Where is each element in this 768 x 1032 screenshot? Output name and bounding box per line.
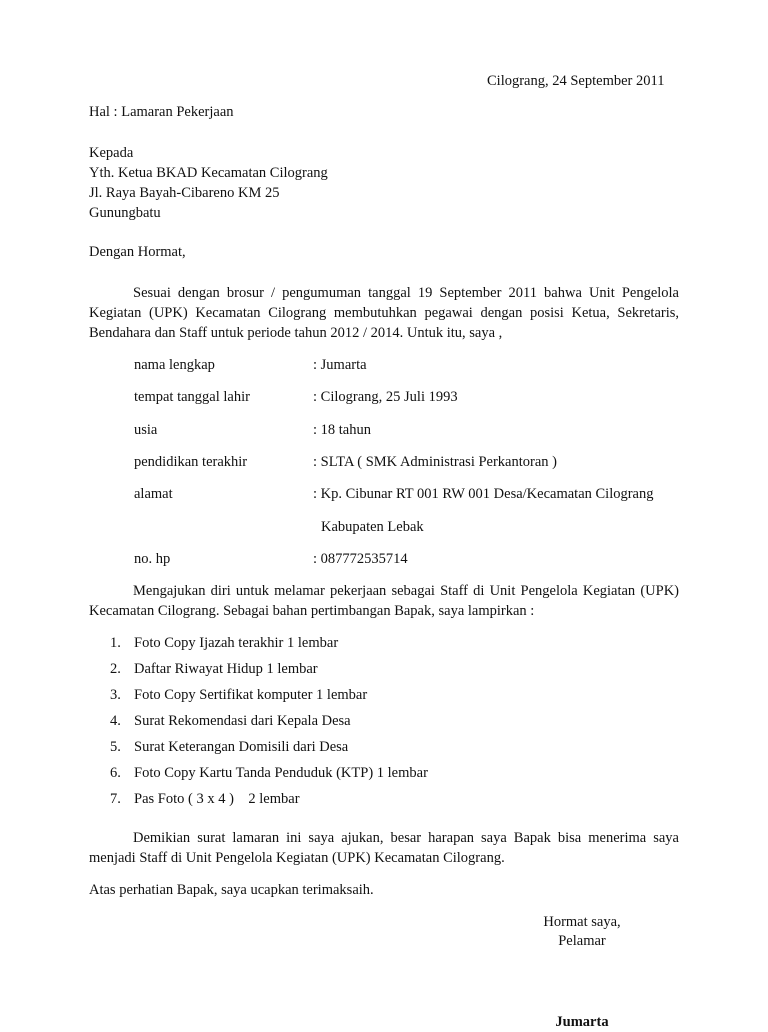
- list-item: Surat Keterangan Domisili dari Desa: [134, 739, 349, 755]
- detail-value: : SLTA ( SMK Administrasi Perkantoran ): [313, 454, 557, 470]
- detail-label: no. hp: [134, 551, 171, 567]
- list-item: Surat Rekomendasi dari Kepala Desa: [134, 713, 351, 729]
- detail-value: : 087772535714: [313, 551, 408, 567]
- recipient-address-2: Gunungbatu: [89, 205, 161, 221]
- list-number: 4.: [110, 713, 121, 729]
- detail-value: : Kp. Cibunar RT 001 RW 001 Desa/Kecamatan Cilograng: [313, 486, 654, 502]
- list-number: 3.: [110, 687, 121, 703]
- list-item: Pas Foto ( 3 x 4 ) 2 lembar: [134, 791, 300, 807]
- detail-label: nama lengkap: [134, 357, 215, 373]
- detail-label: pendidikan terakhir: [134, 454, 248, 470]
- list-item: Foto Copy Sertifikat komputer 1 lembar: [134, 687, 368, 703]
- list-number: 2.: [110, 661, 121, 677]
- list-number: 5.: [110, 739, 121, 755]
- application-paragraph: Mengajukan diri untuk melamar pekerjaan sebagai Staff di Unit Pengelola Kegiatan (UPK) Kecamatan Cilograng. Sebagai bahan pertimbangan Bapak, saya lampirkan :: [89, 583, 679, 619]
- detail-value: : Cilograng, 25 Juli 1993: [313, 389, 458, 405]
- subject-line: Hal : Lamaran Pekerjaan: [89, 104, 234, 120]
- detail-value: : Jumarta: [313, 357, 367, 373]
- detail-label: usia: [134, 422, 158, 438]
- recipient-name: Yth. Ketua BKAD Kecamatan Cilograng: [89, 165, 328, 181]
- recipient-address-1: Jl. Raya Bayah-Cibareno KM 25: [89, 185, 280, 201]
- intro-paragraph: Sesuai dengan brosur / pengumuman tanggal 19 September 2011 bahwa Unit Pengelola Kegiatan (UPK) Kecamatan Cilograng membutuhkan pegawai dengan posisi Ketua, Sekretaris, Bendahara dan Staff untuk periode tahun 2012 / 2014. Untuk itu, saya ,: [89, 285, 679, 341]
- list-item: Daftar Riwayat Hidup 1 lembar: [134, 661, 318, 677]
- closing-paragraph: Demikian surat lamaran ini saya ajukan, besar harapan saya Bapak bisa menerima saya menjadi Staff di Unit Pengelola Kegiatan (UPK) Kecamatan Cilograng.: [89, 830, 679, 866]
- list-number: 7.: [110, 791, 121, 807]
- detail-label: alamat: [134, 486, 173, 502]
- signoff: Hormat saya,: [543, 914, 621, 930]
- detail-value-continuation: Kabupaten Lebak: [321, 519, 424, 535]
- salutation: Dengan Hormat,: [89, 244, 186, 260]
- detail-label: tempat tanggal lahir: [134, 389, 250, 405]
- list-number: 1.: [110, 635, 121, 651]
- detail-value: : 18 tahun: [313, 422, 371, 438]
- thanks-line: Atas perhatian Bapak, saya ucapkan terimaksaih.: [89, 882, 374, 898]
- recipient-to: Kepada: [89, 145, 134, 161]
- list-number: 6.: [110, 765, 121, 781]
- list-item: Foto Copy Kartu Tanda Penduduk (KTP) 1 lembar: [134, 765, 428, 781]
- list-item: Foto Copy Ijazah terakhir 1 lembar: [134, 635, 339, 651]
- place-date: Cilograng, 24 September 2011: [487, 73, 665, 89]
- signer-name: Jumarta: [555, 1014, 609, 1030]
- signer-role: Pelamar: [558, 933, 606, 949]
